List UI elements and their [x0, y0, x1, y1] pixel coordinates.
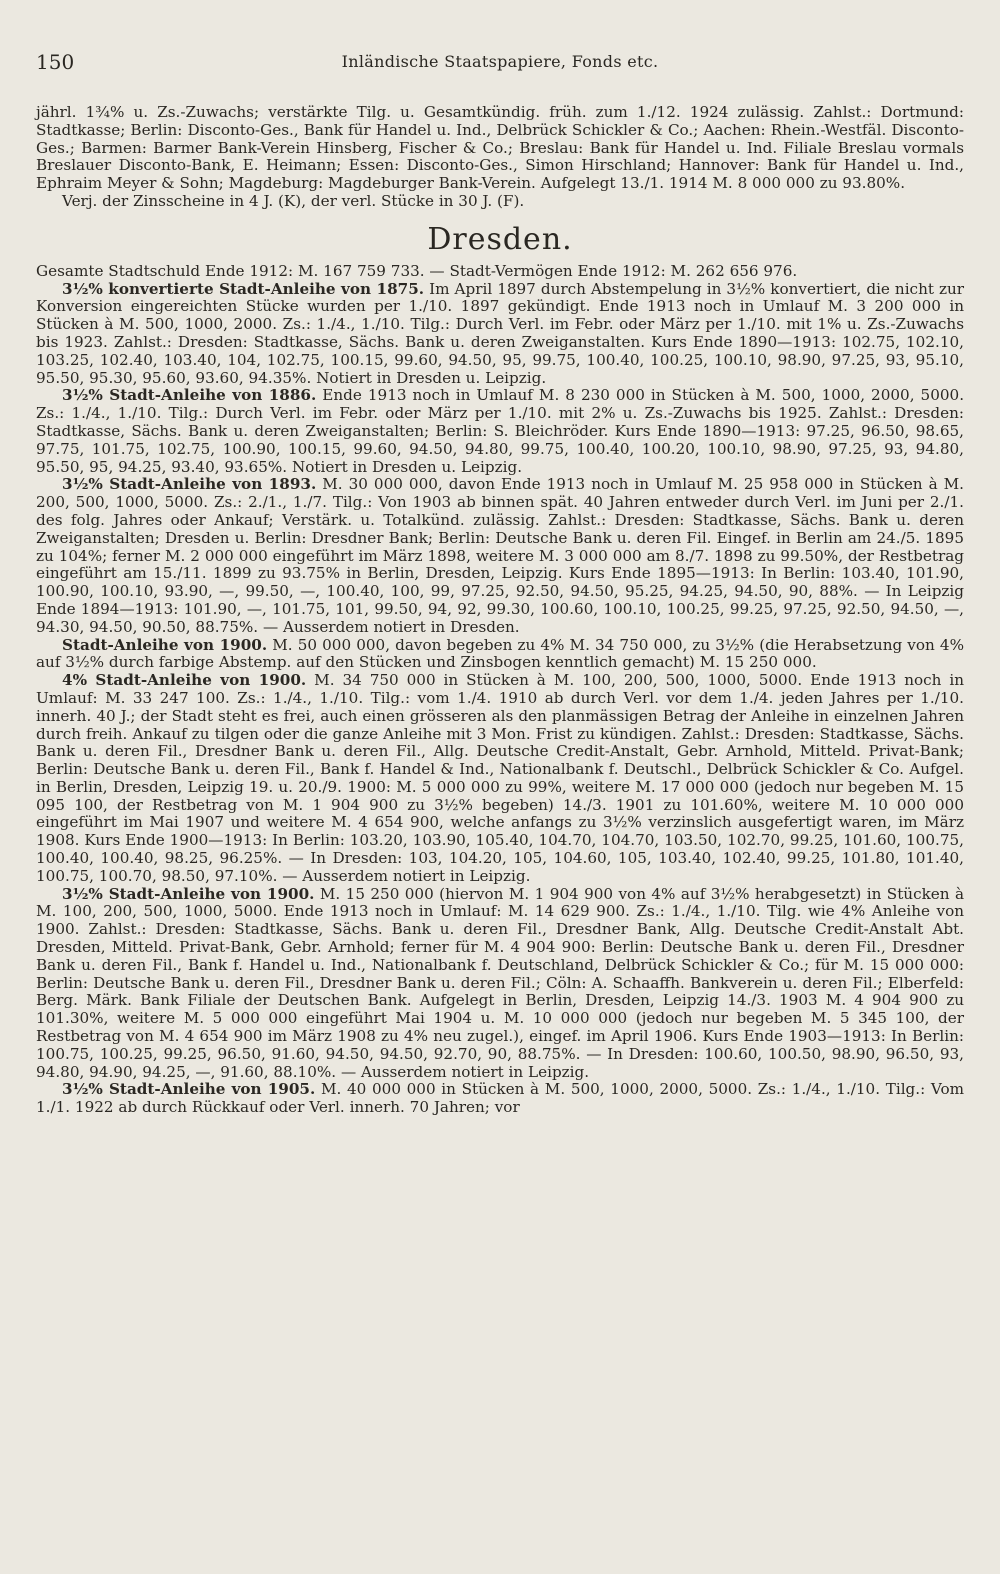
- bond-heading: 3½% Stadt-Anleihe von 1886.: [62, 386, 317, 405]
- bond-entry: [36, 637, 964, 673]
- bond-text: Im April 1897 durch Abstempelung in 3½% konvertiert, die nicht zur Konversion eingereichten Stücke wurden per 1./10. 1897 gekündigt. Ende 1913 noch in Umlauf M. 3 200 000 in Stücken à M. 500, 1000, 2000. Zs.: 1./4., 1./10. Tilg.: Durch Verl. im Febr. oder März per 1./10. mit 1% u. Zs.-Zuwachs bis 1923. Zahlst.: Dresden: Stadtkasse, Sächs. Bank u. deren Zweiganstalten. Kurs Ende 1890—1913: 102.75, 102.10, 103.25, 102.40, 103.40, 104, 102.75, 100.15, 99.60, 94.50, 95, 99.75, 100.40, 100.25, 100.10, 98.90, 97.25, 93, 95.10, 95.50, 95.30, 95.60, 93.60, 94.35%. Notiert in Dresden u. Leipzig.: [36, 279, 965, 387]
- bond-heading: 3½% Stadt-Anleihe von 1893.: [62, 475, 317, 494]
- limitation-note: Verj. der Zinsscheine in 4 J. (K), der verl. Stücke in 30 J. (F).: [62, 191, 525, 210]
- bond-heading: 3½% Stadt-Anleihe von 1905.: [62, 1080, 316, 1099]
- bond-heading: 4% Stadt-Anleihe von 1900.: [62, 671, 307, 690]
- running-title: Inländische Staatspapiere, Fonds etc.: [341, 52, 659, 71]
- page-body: [36, 104, 964, 1117]
- bond-heading: 3½% konvertierte Stadt-Anleihe von 1875.: [62, 279, 425, 298]
- debt-summary: Gesamte Stadtschuld Ende 1912: M. 167 759 733. — Stadt-Vermögen Ende 1912: M. 262 656 976.: [36, 261, 798, 280]
- city-heading: Dresden.: [427, 221, 573, 257]
- bond-entry: [36, 281, 964, 388]
- bond-text: M. 30 000 000, davon Ende 1913 noch in Umlauf M. 25 958 000 in Stücken à M. 200, 500, 1000, 5000. Zs.: 2./1., 1./7. Tilg.: Von 1903 ab binnen spät. 40 Jahren entweder durch Verl. im Juni per 2./1. des folg. Jahres oder Ankauf; Verstärk. u. Totalkünd. zulässig. Zahlst.: Dresden: Stadtkasse, Sächs. Bank u. deren Zweiganstalten; Dresden u. Berlin: Dresdner Bank; Berlin: Deutsche Bank u. deren Fil. Eingef. in Berlin am 24./5. 1895 zu 104%; ferner M. 2 000 000 eingeführt im März 1898, weitere M. 3 000 000 am 8./7. 1898 zu 99.50%, der Restbetrag eingeführt am 15./11. 1899 zu 93.75% in Berlin, Dresden, Leipzig. Kurs Ende 1895—1913: In Berlin: 103.40, 101.90, 100.90, 100.10, 93.90, —, 99.50, —, 100.40, 100, 99, 97.25, 92.50, 94.50, 95.25, 94.25, 94.50, 90, 88%. — In Leipzig Ende 1894—1913: 101.90, —, 101.75, 101, 99.50, 94, 92, 99.30, 100.60, 100.10, 100.25, 99.25, 97.25, 92.50, 94.50, —, 94.30, 94.50, 90.50, 88.75%. — Ausserdem notiert in Dresden.: [36, 475, 965, 636]
- bond-text: M. 15 250 000 (hiervon M. 1 904 900 von 4% auf 3½% herabgesetzt) in Stücken à M. 100, 200, 500, 1000, 5000. Ende 1913 noch in Umlauf: M. 14 629 900. Zs.: 1./4., 1./10. Tilg. wie 4% Anleihe von 1900. Zahlst.: Dresden: Stadtkasse, Sächs. Bank u. deren Fil., Dresdner Bank, Allg. Deutsche Credit-Anstalt Abt. Dresden, Mitteld. Privat-Bank, Gebr. Arnhold; ferner für M. 4 904 900: Berlin: Deutsche Bank u. deren Fil., Dresdner Bank u. deren Fil., Bank f. Handel u. Ind., Nationalbank f. Deutschland, Delbrück Schickler & Co.; für M. 15 000 000: Berlin: Deutsche Bank u. deren Fil., Dresdner Bank u. deren Fil.; Cöln: A. Schaaffh. Bankverein u. deren Fil.; Elberfeld: Berg. Märk. Bank Filiale der Deutschen Bank. Aufgelegt in Berlin, Dresden, Leipzig 14./3. 1903 M. 4 904 900 zu 101.30%, weitere M. 5 000 000 eingeführt Mai 1904 u. M. 10 000 000 (jedoch nur begeben M. 5 345 100, der Restbetrag von M. 4 654 900 im März 1908 zu 4% neu zugel.), eingef. im April 1906. Kurs Ende 1903—1913: In Berlin: 100.75, 100.25, 99.25, 96.50, 91.60, 94.50, 94.50, 92.70, 90, 88.75%. — In Dresden: 100.60, 100.50, 98.90, 96.50, 93, 94.80, 94.90, 94.25, —, 91.60, 88.10%. — Ausserdem notiert in Leipzig.: [36, 884, 965, 1081]
- bond-text: M. 50 000 000, davon begeben zu 4% M. 34 750 000, zu 3½% (die Herabsetzung von 4% auf 3½% durch farbige Abstemp. auf den Stücken und Zinsbogen kenntlich gemacht) M. 15 250 000.: [36, 635, 964, 672]
- bond-entry: [36, 672, 964, 886]
- bond-entry: [36, 387, 964, 476]
- bond-text: M. 34 750 000 in Stücken à M. 100, 200, 500, 1000, 5000. Ende 1913 noch in Umlauf: M. 33 247 100. Zs.: 1./4., 1./10. Tilg.: vom 1./4. 1910 ab durch Verl. vor dem 1./4. jeden Jahres per 1./10. innerh. 40 J.; der Stadt steht es frei, auch einen grösseren als den planmässigen Betrag der Anleihe in einzelnen Jahren durch freih. Ankauf zu tilgen oder die ganze Anleihe mit 3 Mon. Frist zu kündigen. Zahlst.: Dresden: Stadtkasse, Sächs. Bank u. deren Fil., Dresdner Bank u. deren Fil., Allg. Deutsche Credit-Anstalt, Gebr. Arnhold, Mitteld. Privat-Bank; Berlin: Deutsche Bank u. deren Fil., Bank f. Handel & Ind., Nationalbank f. Deutschl., Delbrück Schickler & Co. Aufgel. in Berlin, Dresden, Leipzig 19. u. 20./9. 1900: M. 5 000 000 zu 99%, weitere M. 17 000 000 (jedoch nur begeben M. 15 095 100, der Restbetrag von M. 1 904 900 zu 3½% begeben) 14./3. 1901 zu 101.60%, weitere M. 10 000 000 eingeführt im Mai 1907 und weitere M. 4 654 900, welche anfangs zu 3½% verzinslich ausgefertigt waren, im März 1908. Kurs Ende 1900—1913: In Berlin: 103.20, 103.90, 105.40, 104.70, 104.70, 103.50, 102.70, 99.25, 101.60, 100.75, 100.40, 100.40, 98.25, 96.25%. — In Dresden: 103, 104.20, 105, 104.60, 105, 103.40, 102.40, 99.25, 101.80, 101.40, 100.75, 100.70, 98.50, 97.10%. — Ausserdem notiert in Leipzig.: [36, 671, 965, 885]
- bond-entry: [36, 886, 964, 1082]
- bond-entry: [36, 1081, 964, 1117]
- bond-heading: 3½% Stadt-Anleihe von 1900.: [62, 884, 315, 903]
- bond-text: M. 40 000 000 in Stücken à M. 500, 1000, 2000, 5000. Zs.: 1./4., 1./10. Tilg.: Vom 1./1. 1922 ab durch Rückkauf oder Verl. innerh. 70 Jahren; vor: [36, 1080, 965, 1117]
- running-header: [36, 44, 964, 76]
- page-number: 150: [36, 50, 75, 74]
- bond-text: Ende 1913 noch in Umlauf M. 8 230 000 in Stücken à M. 500, 1000, 2000, 5000. Zs.: 1./4., 1./10. Tilg.: Durch Verl. im Febr. oder März per 1./10. mit 2% u. Zs.-Zuwachs bis 1925. Zahlst.: Dresden: Stadtkasse, Sächs. Bank u. deren Zweiganstalten; Berlin: S. Bleichröder. Kurs Ende 1890—1913: 97.25, 96.50, 98.65, 97.75, 101.75, 102.75, 100.90, 100.15, 99.60, 94.50, 94.80, 99.75, 100.40, 100.20, 100.10, 98.90, 97.25, 93, 94.80, 95.50, 95, 94.25, 93.40, 93.65%. Notiert in Dresden u. Leipzig.: [36, 386, 965, 476]
- bond-entry: [36, 476, 964, 636]
- bond-heading: Stadt-Anleihe von 1900.: [62, 635, 268, 654]
- intro-paragraph: jährl. 1¾% u. Zs.-Zuwachs; verstärkte Tilg. u. Gesamtkündig. früh. zum 1./12. 1924 zulässig. Zahlst.: Dortmund: Stadtkasse; Berlin: Disconto-Ges., Bank für Handel u. Ind., Delbrück Schickler & Co.; Aachen: Rhein.-Westfäl. Disconto-Ges.; Barmen: Barmer Bank-Verein Hinsberg, Fischer & Co.; Breslau: Bank für Handel u. Ind. Filiale Breslau vormals Breslauer Disconto-Bank, E. Heimann; Essen: Disconto-Ges., Simon Hirschland; Hannover: Bank für Handel u. Ind., Ephraim Meyer & Sohn; Magdeburg: Magdeburger Bank-Verein. Aufgelegt 13./1. 1914 M. 8 000 000 zu 93.80%.: [36, 103, 964, 193]
